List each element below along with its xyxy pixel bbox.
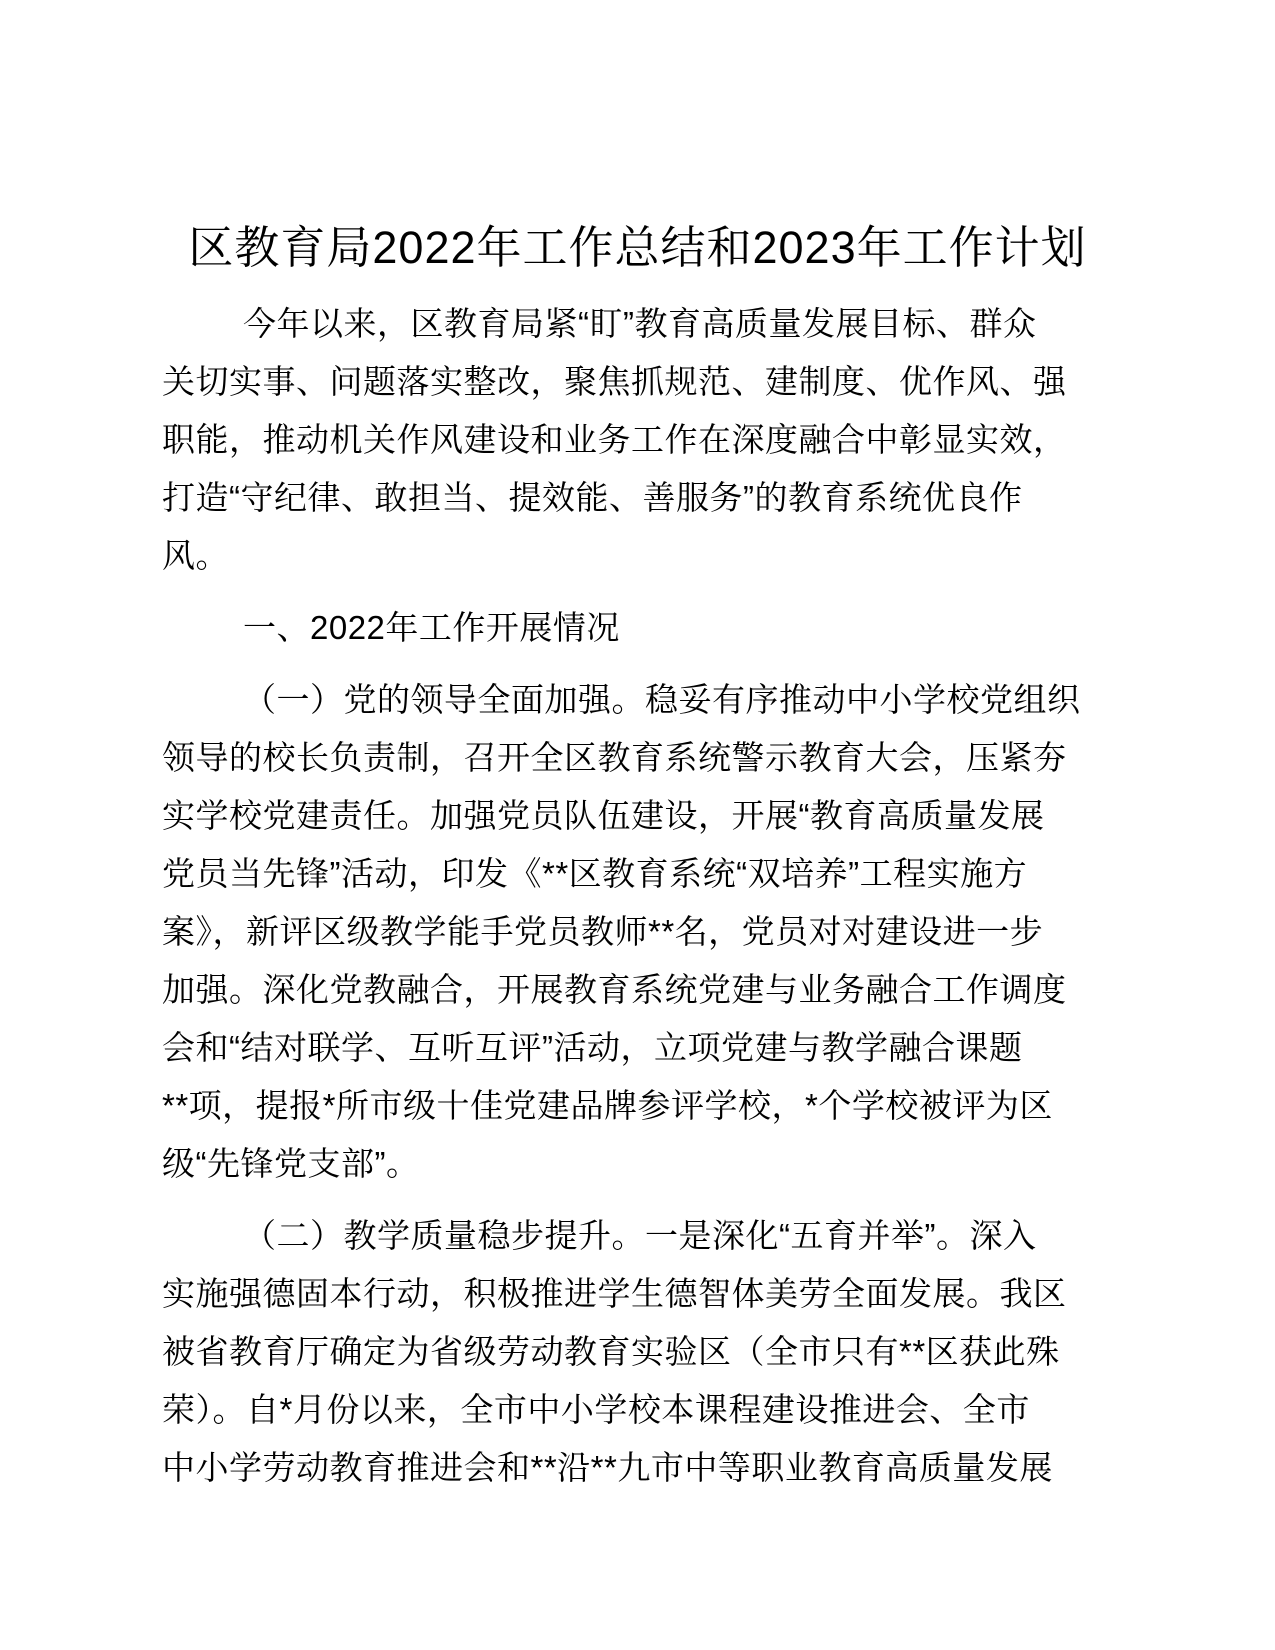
text-line: 关切实事、问题落实整改，聚焦抓规范、建制度、优作风、强 bbox=[162, 363, 1067, 400]
text-line: 会和“结对联学、互听互评”活动，立项党建与教学融合课题 bbox=[162, 1029, 1023, 1066]
paragraph-intro bbox=[162, 295, 1113, 585]
paragraph-party-leadership bbox=[162, 671, 1113, 1193]
text-line: 被省教育厅确定为省级劳动教育实验区（全市只有**区获此殊 bbox=[162, 1333, 1060, 1370]
text-line: 级“先锋党支部”。 bbox=[162, 1145, 420, 1182]
text-line: 实施强德固本行动，积极推进学生德智体美劳全面发展。我区 bbox=[162, 1275, 1067, 1312]
text-line: 打造“守纪律、敢担当、提效能、善服务”的教育系统优良作 bbox=[162, 479, 1023, 516]
text-line: 中小学劳动教育推进会和**沿**九市中等职业教育高质量发展 bbox=[162, 1449, 1053, 1486]
text-line: （二）教学质量稳步提升。一是深化“五育并举”。深入 bbox=[243, 1217, 1037, 1254]
text-line: （一）党的领导全面加强。稳妥有序推动中小学校党组织 bbox=[243, 681, 1081, 718]
paragraph-teaching-quality bbox=[162, 1207, 1113, 1497]
text-line: 案》，新评区级教学能手党员教师**名，党员对对建设进一步 bbox=[162, 913, 1044, 950]
text-line: 党员当先锋”活动，印发《**区教育系统“双培养”工程实施方 bbox=[162, 855, 1028, 892]
text-line: 今年以来，区教育局紧“盯”教育高质量发展目标、群众 bbox=[243, 305, 1037, 342]
section-heading-2022-work: 一、2022年工作开展情况 bbox=[243, 609, 620, 646]
text-line: 职能，推动机关作风建设和业务工作在深度融合中彰显实效， bbox=[162, 421, 1067, 458]
text-line: 领导的校长负责制，召开全区教育系统警示教育大会，压紧夯 bbox=[162, 739, 1067, 776]
text-line: 实学校党建责任。加强党员队伍建设，开展“教育高质量发展 bbox=[162, 797, 1045, 834]
text-line: 风。 bbox=[162, 537, 229, 574]
document-title: 区教育局2022年工作总结和2023年工作计划 bbox=[188, 222, 1087, 273]
text-line: 加强。深化党教融合，开展教育系统党建与业务融合工作调度 bbox=[162, 971, 1067, 1008]
text-line: **项，提报*所市级十佳党建品牌参评学校，*个学校被评为区 bbox=[162, 1087, 1053, 1124]
text-line: 荣）。自*月份以来，全市中小学校本课程建设推进会、全市 bbox=[162, 1391, 1030, 1428]
